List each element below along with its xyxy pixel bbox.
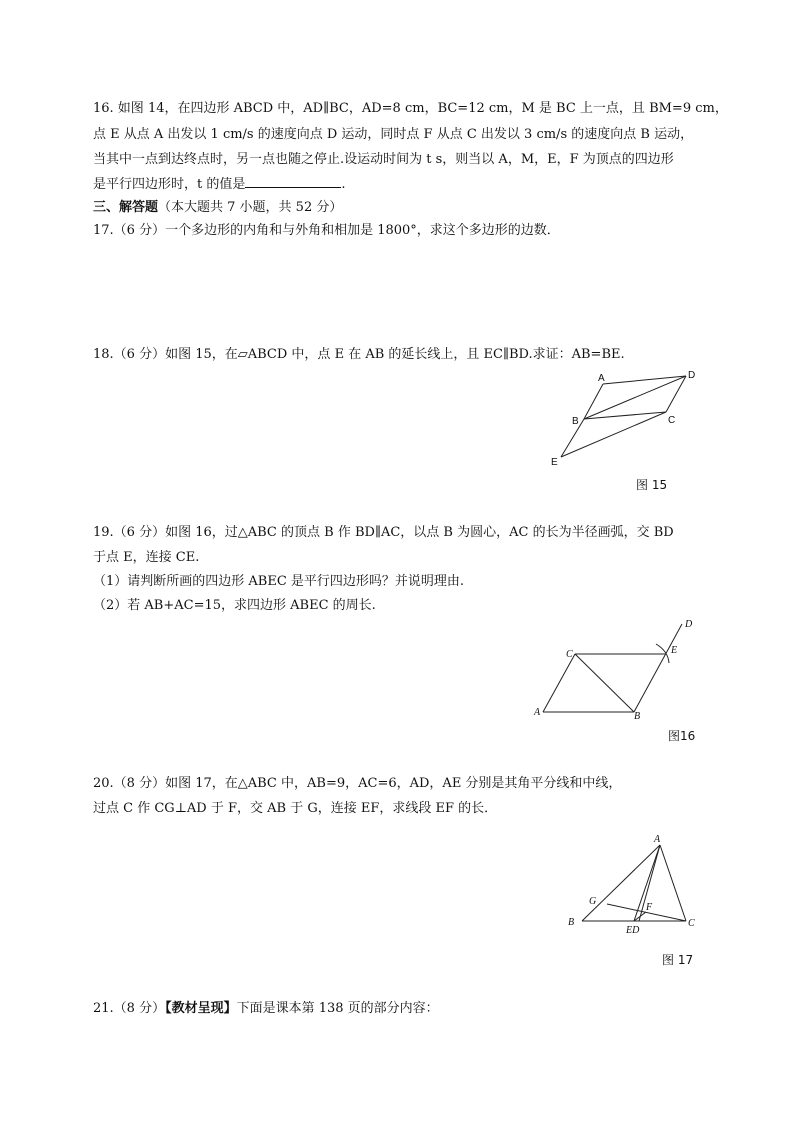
fig16-label-E: E [671,645,678,656]
fig15-label-A: A [598,373,605,384]
fig16-edge-AC [543,654,575,712]
q18-text: 18.（6 分）如图 15，在▱ABCD 中，点 E 在 AB 的延长线上，且 EC∥BD.求证：AB=BE. [93,347,625,362]
figure-15 [540,365,720,470]
fig15-label-E: E [551,457,558,468]
q21-prefix: 21.（8 分） [93,1001,166,1016]
fig15-label-C: C [668,415,676,426]
figure-17 [560,828,710,938]
fig17-label-B: B [568,917,575,928]
q20-line-2: 过点 C 作 CG⊥AD 于 F，交 AB 于 G，连接 EF，求线段 EF 的长． [93,801,498,816]
fig16-label-D: D [685,619,693,630]
q16-line-4 [93,175,346,194]
q20-line-1: 20.（8 分）如图 17，在△ABC 中，AB=9，AC=6，AD，AE 分别是其角平分线和中线， [93,776,622,791]
fig17-label-A: A [654,834,661,845]
fig16-ray-BD [634,624,682,712]
fig15-label-D: D [688,370,696,381]
q19-sub-2: （2）若 AB+AC=15，求四边形 ABEC 的周长. [93,598,376,613]
figure-15-caption: 图 15 [636,478,668,492]
section-3-note: （本大题共 7 小题，共 52 分） [158,200,343,215]
fig16-label-C: C [566,649,573,660]
fig17-label-C: C [688,918,695,929]
section-3-title: 三、解答题 [93,200,159,215]
q19-line-1: 19.（6 分）如图 16，过△ABC 的顶点 B 作 BD∥AC，以点 B 为圆心，AC 的长为半径画弧，交 BD [93,525,674,540]
fig16-label-A: A [534,707,541,718]
figure-17-caption: 图 17 [662,953,694,967]
fig17-label-G: G [589,896,597,907]
fig15-edge-AB [584,384,603,419]
q16-line-3: 当其中一点到达终点时，另一点也随之停止.设运动时间为 t s，则当以 A，M，E，F 为顶点的四边形 [93,152,674,167]
fig15-edge-AD [603,376,686,384]
fig16-label-B: B [634,711,641,722]
q19-line-2: 于点 E，连接 CE. [93,550,200,565]
fig15-edge-DC [666,376,686,412]
q21-line [93,1000,439,1018]
fig17-label-F: F [646,902,653,913]
q16-line-2: 点 E 从点 A 出发以 1 cm/s 的速度向点 D 运动，同时点 F 从点 C 出发以 3 cm/s 的速度向点 B 运动， [93,127,694,142]
q21-tag: 【教材呈现】 [165,1001,237,1016]
q16-line-4-suffix: . [341,177,346,192]
fig15-label-B: B [572,416,579,427]
fig16-edge-CB [575,654,634,712]
fig17-label-ED: ED [626,925,640,936]
answer-blank[interactable] [245,175,341,188]
section-3-heading [93,199,342,217]
q19-sub-1: （1）请判断所画的四边形 ABEC 是平行四边形吗？并说明理由. [93,574,465,589]
q17-text: 17.（6 分）一个多边形的内角和与外角和相加是 1800°，求这个多边形的边数． [93,223,560,238]
figure-16-caption: 图16 [668,729,696,743]
q16-line-4-prefix: 是平行四边形时，t 的值是 [93,177,246,192]
q16-line-1: 16. 如图 14，在四边形 ABCD 中，AD∥BC，AD=8 cm，BC=12 cm，M 是 BC 上一点，且 BM=9 cm， [93,101,728,116]
fig17-edge-AC [660,845,686,921]
q21-text: 下面是课本第 138 页的部分内容： [236,1001,439,1016]
figure-16 [530,618,700,723]
fig15-edge-BC [584,412,666,419]
